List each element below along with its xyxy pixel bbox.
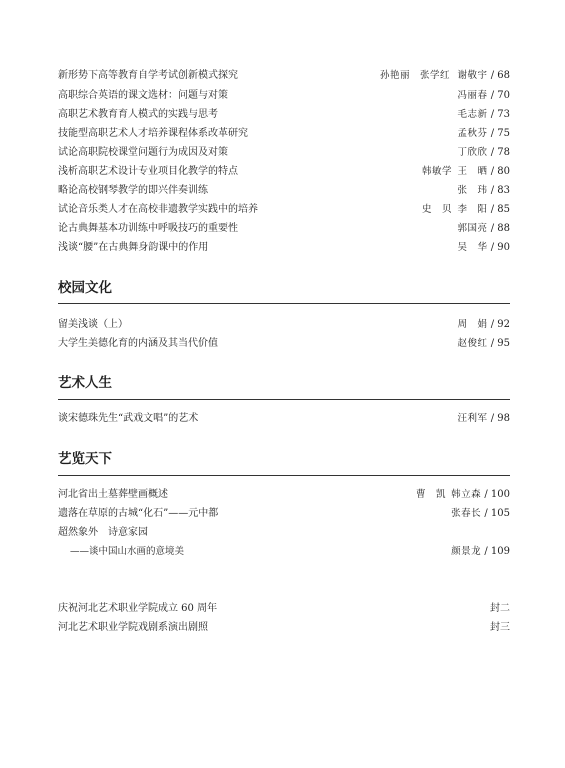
entry-co-authors: 孙艳丽 张学红 xyxy=(380,70,451,81)
entry-title: 大学生美德化育的内涵及其当代价值 xyxy=(58,338,218,349)
entry-page: 70 xyxy=(497,90,510,101)
entry-author: 王 晒 xyxy=(457,166,488,177)
entry-page: 98 xyxy=(497,413,510,424)
toc-entry-subtitle[interactable]: ——谈中国山水画的意境美 颜景龙 / 109 xyxy=(70,546,510,557)
entry-title: 谈宋德珠先生“武戏文唱”的艺术 xyxy=(58,413,199,424)
entry-title: 试论高职院校课堂问题行为成因及对策 xyxy=(58,147,228,158)
entry-page: 105 xyxy=(490,508,510,519)
entry-author: 张 玮 xyxy=(457,185,488,196)
cover-entry[interactable] xyxy=(58,621,510,635)
entry-title: 试论音乐类人才在高校非遗教学实践中的培养 xyxy=(58,204,258,215)
entry-page: 90 xyxy=(497,242,510,253)
toc-entry[interactable]: 浅谈“腰”在古典舞身韵课中的作用 吴 华 / 90 xyxy=(58,242,510,253)
section-title: 艺术人生 xyxy=(58,375,112,391)
entry-author: 周 娟 xyxy=(457,319,488,330)
entry-page: 73 xyxy=(497,109,510,120)
entry-title: 浅谈“腰”在古典舞身韵课中的作用 xyxy=(58,242,209,253)
cover-entry-title: 庆祝河北艺术职业学院成立 60 周年 xyxy=(58,603,218,614)
entry-author: 赵俊红 xyxy=(457,338,488,349)
entry-title: 浅析高职艺术设计专业项目化教学的特点 xyxy=(58,166,238,177)
entry-page: 83 xyxy=(497,185,510,196)
entry-page: 95 xyxy=(497,338,510,349)
entry-page: 75 xyxy=(497,128,510,139)
cover-location: 封三 xyxy=(490,622,510,633)
toc-entry[interactable]: 高职综合英语的课文选材：问题与对策 冯丽春 / 70 xyxy=(58,90,510,101)
entry-author: 郭国亮 xyxy=(457,223,488,234)
entry-author: 丁欣欣 xyxy=(457,147,488,158)
entry-author: 冯丽春 xyxy=(457,90,488,101)
entry-author: 孟秋芬 xyxy=(457,128,488,139)
entry-page: 80 xyxy=(497,166,510,177)
entry-page: 88 xyxy=(497,223,510,234)
entry-co-authors: 韩敏学 xyxy=(422,166,453,177)
entry-page: 85 xyxy=(497,204,510,215)
toc-entry[interactable]: 试论音乐类人才在高校非遗教学实践中的培养 史 贝 李 阳 / 85 xyxy=(58,204,510,215)
toc-entry[interactable] xyxy=(58,526,510,540)
toc-entry[interactable]: 技能型高职艺术人才培养课程体系改革研究 孟秋芬 / 75 xyxy=(58,128,510,139)
entry-page: 92 xyxy=(497,319,510,330)
entry-title: 遗落在草原的古城“化石”——元中都 xyxy=(58,508,219,519)
section-divider xyxy=(58,399,510,400)
entry-author: 毛志新 xyxy=(457,109,488,120)
entry-author: 谢敬宇 xyxy=(457,70,488,81)
entry-title: 新形势下高等教育自学考试创新模式探究 xyxy=(58,70,238,81)
entry-title: 留美浅谈（上） xyxy=(58,319,128,330)
cover-entry[interactable] xyxy=(58,602,510,616)
toc-entry[interactable]: 河北省出土墓葬壁画概述 曹 凯 韩立森 / 100 xyxy=(58,489,510,500)
entry-page: 68 xyxy=(497,70,510,81)
entry-co-authors: 曹 凯 xyxy=(416,489,447,500)
toc-entry[interactable]: 论古典舞基本功训练中呼吸技巧的重要性 郭国亮 / 88 xyxy=(58,223,510,234)
entry-author: 颜景龙 xyxy=(451,546,482,557)
toc-entry[interactable]: 新形势下高等教育自学考试创新模式探究 孙艳丽 张学红 谢敬宇 / 68 xyxy=(58,70,510,81)
entry-author: 李 阳 xyxy=(457,204,488,215)
entry-page: 78 xyxy=(497,147,510,158)
entry-title: 超然象外 诗意家园 xyxy=(58,527,148,538)
toc-entry[interactable]: 试论高职院校课堂问题行为成因及对策 丁欣欣 / 78 xyxy=(58,147,510,158)
section-divider xyxy=(58,475,510,476)
toc-entry[interactable]: 谈宋德珠先生“武戏文唱”的艺术 汪利军 / 98 xyxy=(58,413,510,424)
entry-title: 高职综合英语的课文选材：问题与对策 xyxy=(58,90,228,101)
entry-author: 汪利军 xyxy=(457,413,488,424)
entry-subtitle: ——谈中国山水画的意境美 xyxy=(70,546,185,557)
entry-author: 吴 华 xyxy=(457,242,488,253)
toc-entry[interactable]: 遗落在草原的古城“化石”——元中都 张春长 / 105 xyxy=(58,508,510,519)
toc-entry[interactable]: 高职艺术教育育人模式的实践与思考 毛志新 / 73 xyxy=(58,109,510,120)
entry-title: 河北省出土墓葬壁画概述 xyxy=(58,489,168,500)
entry-co-authors: 史 贝 xyxy=(422,204,453,215)
entry-title: 略论高校钢琴教学的即兴伴奏训练 xyxy=(58,185,208,196)
toc-entry[interactable]: 浅析高职艺术设计专业项目化教学的特点 韩敏学 王 晒 / 80 xyxy=(58,166,510,177)
entry-title: 高职艺术教育育人模式的实践与思考 xyxy=(58,109,218,120)
entry-title: 技能型高职艺术人才培养课程体系改革研究 xyxy=(58,128,248,139)
toc-entry[interactable]: 留美浅谈（上） 周 娟 / 92 xyxy=(58,319,510,330)
section-title: 艺览天下 xyxy=(58,451,112,467)
cover-entry-title: 河北艺术职业学院戏剧系演出剧照 xyxy=(58,622,208,633)
section-divider xyxy=(58,303,510,304)
entry-title: 论古典舞基本功训练中呼吸技巧的重要性 xyxy=(58,223,238,234)
cover-location: 封二 xyxy=(490,603,510,614)
toc-entry[interactable]: 大学生美德化育的内涵及其当代价值 赵俊红 / 95 xyxy=(58,338,510,349)
entry-page: 109 xyxy=(490,546,510,557)
entry-author: 张春长 xyxy=(451,508,482,519)
entry-author: 韩立森 xyxy=(451,489,482,500)
entry-page: 100 xyxy=(490,489,510,500)
toc-entry[interactable]: 略论高校钢琴教学的即兴伴奏训练 张 玮 / 83 xyxy=(58,185,510,196)
section-title: 校园文化 xyxy=(58,280,112,296)
